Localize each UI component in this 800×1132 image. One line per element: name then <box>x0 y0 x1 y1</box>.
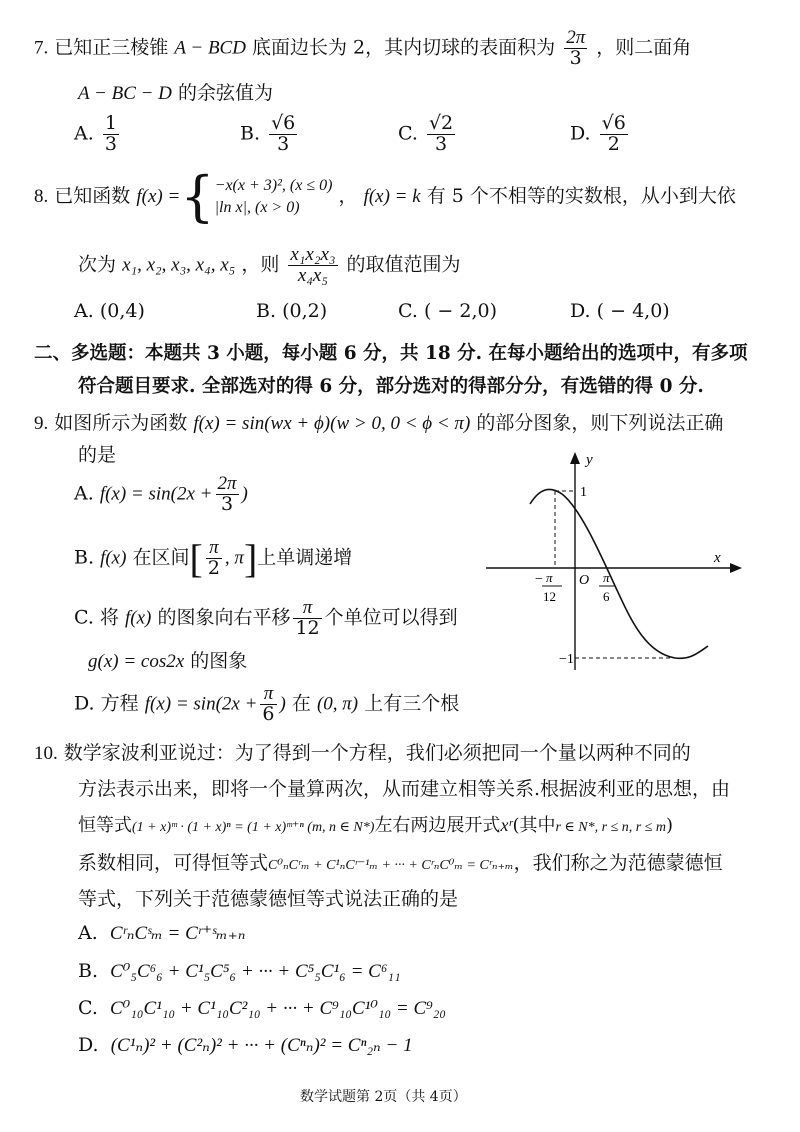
x-axis-arrow <box>730 563 742 573</box>
pi6-den: 6 <box>603 589 610 604</box>
q7-stem-line2 <box>78 78 273 105</box>
q8-text-c: 有 5 个不相等的实数根，从小到大依 <box>426 185 736 207</box>
q10-line5: 等式，下列关于范德蒙德恒等式说法正确的是 <box>78 888 459 910</box>
neg-pi-den: 12 <box>543 589 556 604</box>
page-footer: 数学试题第 2页（共 4页） <box>300 1089 467 1105</box>
q10-stem-line4: 系数相同，可得恒等式C⁰ₙCʳₘ + C¹ₙCʳ⁻¹ₘ + ··· + CʳₙC⁰ₘ = Cʳₙ₊ₘ，我们称之为范德蒙德恒 <box>78 852 723 874</box>
q7-number: 7. <box>34 37 49 59</box>
q8-text-d: 次为 <box>78 253 117 276</box>
q9-number: 9. <box>34 413 49 434</box>
neg-sign-label: − <box>535 572 543 587</box>
q9-stem-line1 <box>34 408 723 435</box>
q7-text-a: 已知正三棱锥 <box>54 36 169 59</box>
neg-pi-num: π <box>546 570 553 585</box>
q9-text-b: 的部分图象，则下列说法正确 <box>476 412 724 434</box>
y-axis-arrow <box>570 452 580 464</box>
q8-text-e: ，则 <box>241 253 280 276</box>
section2-instructions-line2: 符合题目要求. 全部选对的得 6 分，部分选对的得部分分，有选错的得 0 分. <box>78 376 704 397</box>
q7-text-d: 的余弦值为 <box>177 82 273 104</box>
y-one-label: 1 <box>580 485 587 500</box>
sine-graph <box>480 448 750 680</box>
q9-option-c[interactable]: C. 将 f(x) 的图象向右平移 $\frac{\pi}{12}$ 个单位可以得到 <box>74 597 458 639</box>
q8-option-c[interactable]: C. ( − 2,0) <box>398 300 497 322</box>
q8-roots: x₁, x₂, x₃, x₄, x₅ <box>122 254 236 276</box>
y-axis-label: y <box>586 452 593 468</box>
q7-option-b[interactable]: B. $\frac{√6}{3}$ <box>240 112 296 155</box>
q10-option-c[interactable]: C. C⁰₁₀C¹₁₀ + C¹₁₀C²₁₀ + ··· + C⁹₁₀C¹⁰₁₀ = C⁹₂₀ <box>78 997 446 1019</box>
sine-curve <box>530 489 708 658</box>
q8-fx: f(x) = <box>136 186 181 207</box>
x-axis-label: x <box>714 550 721 566</box>
q8-ratio-fraction: $\frac{\text{x₁x₂x₃}}{\text{x₄x₅}}$ <box>290 244 336 286</box>
q8-text-b: ， <box>338 185 358 207</box>
q10-stem-line1 <box>34 738 691 765</box>
q10-stem-line3: 恒等式(1 + x)ᵐ · (1 + x)ⁿ = (1 + x)ᵐ⁺ⁿ (m, n ∈ N*)左右两边展开式xʳ(其中r ∈ N*, r ≤ n, r ≤ m) <box>78 815 674 836</box>
q10-option-b[interactable]: B. C⁰₅C⁶₆ + C¹₅C⁵₆ + ··· + C⁵₅C¹₆ = C⁶₁₁ <box>78 960 401 982</box>
origin-label: O <box>579 573 590 588</box>
q9-text-c: 的是 <box>78 444 117 466</box>
q7-text-c: ，则二面角 <box>596 36 692 59</box>
q8-case2: |ln x|, (x > 0) <box>214 199 300 216</box>
section2-instructions-line1: 二、多选题：本题共 3 小题，每小题 6 分，共 18 分. 在每小题给出的选项中，有多项 <box>34 343 748 364</box>
q8-number: 8. <box>34 186 49 207</box>
q9-function: f(x) = sin(wx + ϕ)(w > 0, 0 < ϕ < π) <box>193 413 471 434</box>
q9-option-d[interactable]: D. 方程 f(x) = sin(2x + $\frac{\pi}{6}$ ) 在 (0, π) 上有三个根 <box>74 683 460 725</box>
q8-stem-line2 <box>78 245 461 286</box>
q8-text-f: 的取值范围为 <box>346 253 461 276</box>
q8-option-b[interactable]: B. (0,2) <box>256 300 328 322</box>
q9-option-c-line2: g(x) = cos2x 的图象 <box>88 650 248 672</box>
q7-option-a[interactable]: A. $\frac{1}{3}$ <box>74 112 117 155</box>
q8-option-a[interactable]: A. (0,4) <box>74 300 145 322</box>
q8-brace: { <box>180 165 215 228</box>
q8-option-d[interactable]: D. ( − 4,0) <box>570 300 670 322</box>
q8-piecewise <box>215 175 333 218</box>
q8-case1: −x(x + 3)², (x ≤ 0) <box>214 177 333 195</box>
q7-pyramid: A − BCD <box>174 37 246 59</box>
q7-area-fraction: $\frac{2\pi}{3}$ <box>566 27 586 69</box>
q7-text-b: 底面边长为 2，其内切球的表面积为 <box>252 36 556 59</box>
q10-line1: 数学家波利亚说过：为了得到一个方程，我们必须把同一个量以两种不同的 <box>63 742 691 764</box>
q8-equation: f(x) = k <box>363 186 421 207</box>
q8-stem-line1 <box>34 165 736 228</box>
q7-option-d[interactable]: D. $\frac{√6}{2}$ <box>570 112 626 155</box>
q7-stem-line1 <box>34 28 691 69</box>
q9-text-a: 如图所示为函数 <box>54 412 188 434</box>
q9-option-a[interactable]: A. f(x) = sin(2x + $\frac{2\pi}{3}$ ) <box>74 473 248 515</box>
q8-text-a: 已知函数 <box>54 185 131 207</box>
q10-option-a[interactable]: A. CʳₙCˢₘ = Cʳ⁺ˢₘ₊ₙ <box>78 922 246 944</box>
q10-option-d[interactable]: D. (C¹ₙ)² + (C²ₙ)² + ··· + (Cⁿₙ)² = Cⁿ₂ₙ − 1 <box>78 1034 413 1056</box>
q10-line2: 方法表示出来，即将一个量算两次，从而建立相等关系.根据波利亚的思想，由 <box>78 778 731 800</box>
q10-number: 10. <box>34 743 58 764</box>
q9-option-b[interactable]: B. f(x) 在区间[ $\frac{\pi}{2}$ , π]上单调递增 <box>74 536 353 581</box>
q7-dihedral: A − BC − D <box>78 83 172 104</box>
q7-option-c[interactable]: C. $\frac{√2}{3}$ <box>398 112 454 155</box>
q10-identity: (1 + x)ᵐ · (1 + x)ⁿ = (1 + x)ᵐ⁺ⁿ (m, n ∈ N*) <box>132 820 375 835</box>
pi6-num: π <box>603 570 610 585</box>
y-neg-one-label: −1 <box>559 652 574 667</box>
q10-vandermonde: C⁰ₙCʳₘ + C¹ₙCʳ⁻¹ₘ + ··· + CʳₙC⁰ₘ = Cʳₙ₊ₘ <box>268 858 514 873</box>
